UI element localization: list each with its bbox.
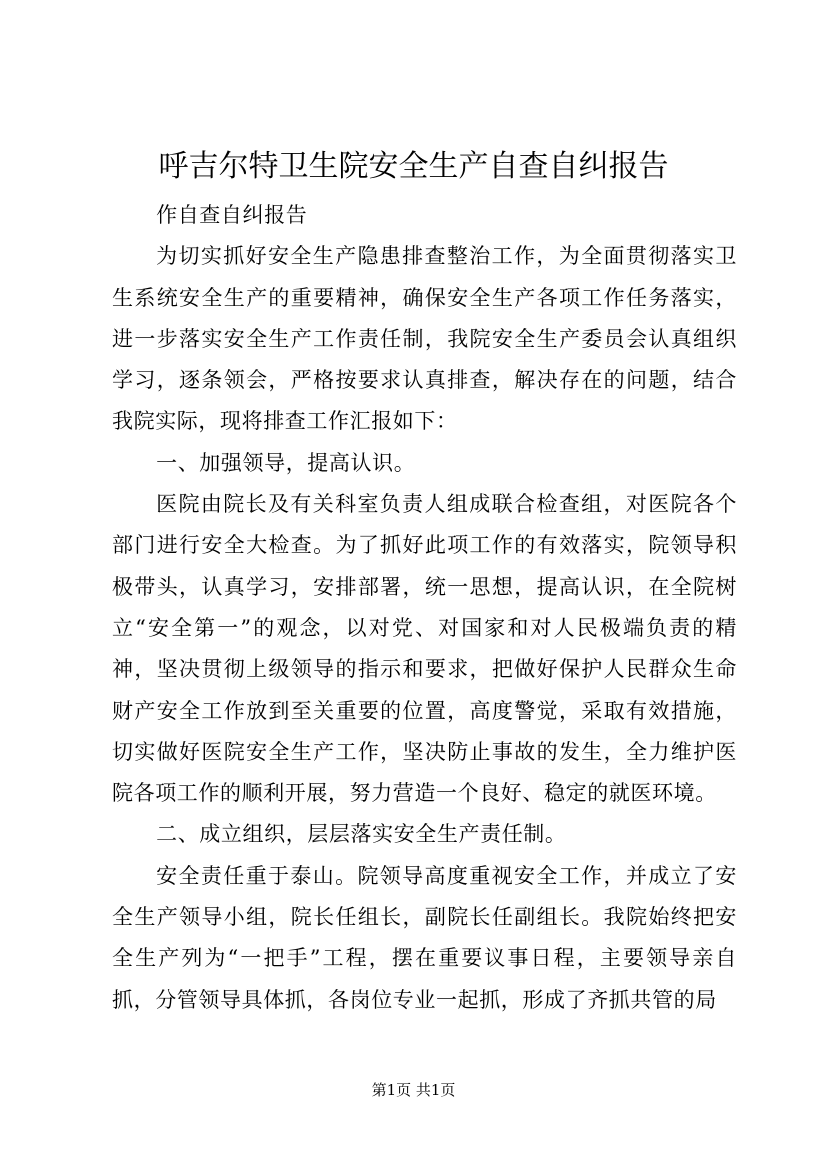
- subtitle-paragraph: 作自查自纠报告: [156, 203, 308, 227]
- section-heading-1: 一、加强领导，提高认识。: [156, 450, 416, 475]
- section-heading-2: 二、成立组织，层层落实安全生产责任制。: [156, 822, 567, 847]
- document-title: 呼吉尔特卫生院安全生产自查自纠报告: [158, 149, 669, 184]
- section-1-paragraph: 医院由院长及有关科室负责人组成联合检查组，对医院各个部门进行安全大检查。为了抓好此项工作的有效落实，院领导积极带头，认真学习，安排部署，统一思想，提高认识，在全院树立“安全第一”的观念，以对党、对国家和对人民极端负责的精神，坚决贯彻上级领导的指示和要求，把做好保护人民群众生命财产安全工作放到至关重要的位置，高度警觉，采取有效措施，切实做好医院安全生产工作，坚决防止事故的发生，全力维护医院各项工作的顺利开展，努力营造一个良好、稳定的就医环境。: [112, 492, 737, 806]
- intro-paragraph: 为切实抓好安全生产隐患排查整治工作，为全面贯彻落实卫生系统安全生产的重要精神，确保安全生产各项工作任务落实，进一步落实安全生产工作责任制，我院安全生产委员会认真组织学习，逐条领会，严格按要求认真排查，解决存在的问题，结合我院实际，现将排查工作汇报如下：: [112, 244, 737, 434]
- page-number-footer: 第1页 共1页: [371, 1081, 456, 1099]
- document-body: [112, 195, 737, 1021]
- section-2-paragraph: 安全责任重于泰山。院领导高度重视安全工作，并成立了安全生产领导小组，院长任组长，副院长任副组长。我院始终把安全生产列为“一把手”工程，摆在重要议事日程，主要领导亲自抓，分管领导具体抓，各岗位专业一起抓，形成了齐抓共管的局: [112, 863, 737, 1012]
